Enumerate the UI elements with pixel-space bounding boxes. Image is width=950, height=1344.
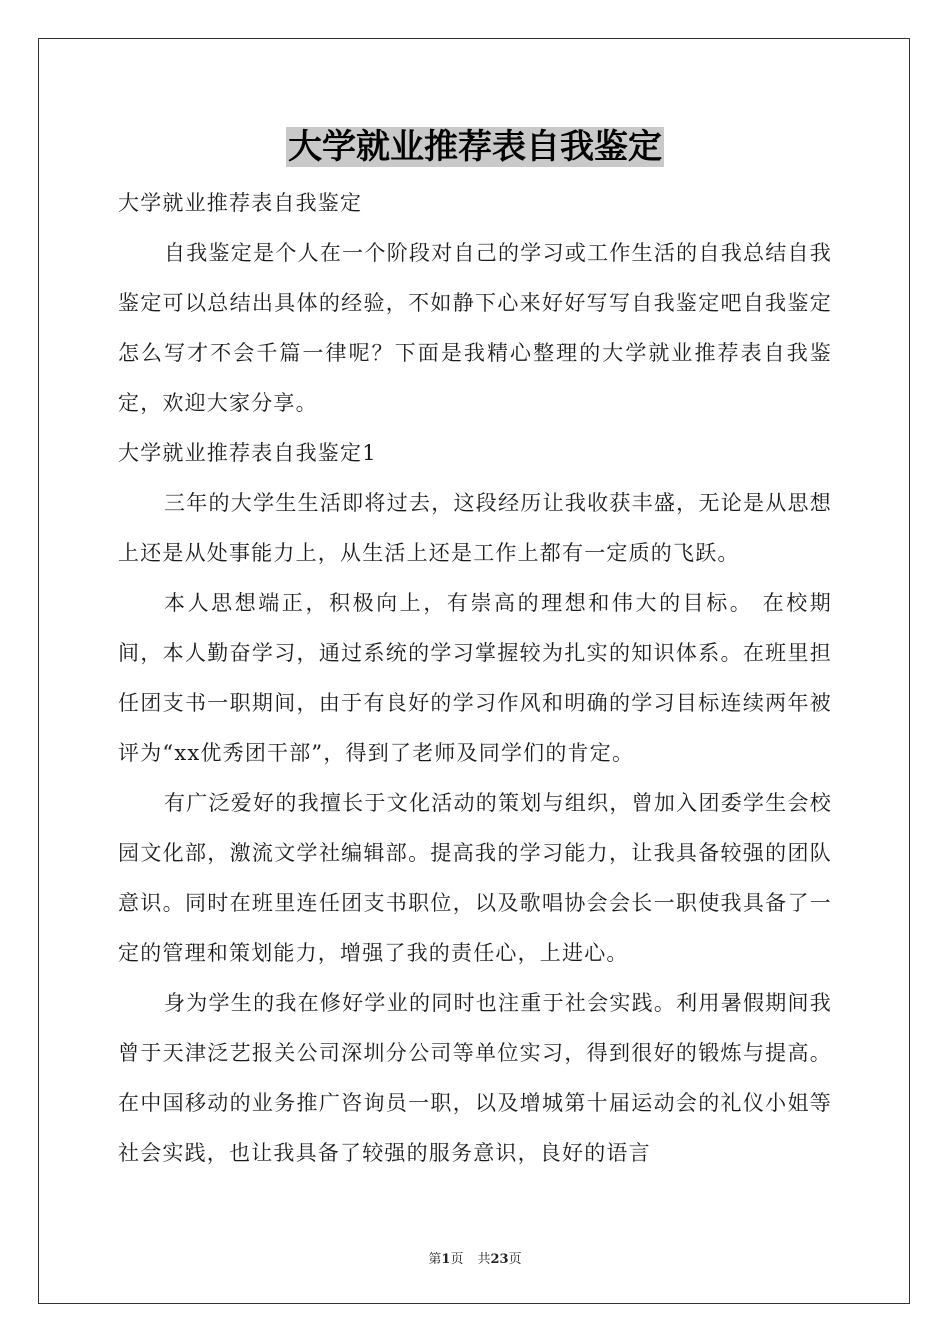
- page-prefix: 第: [428, 1252, 442, 1267]
- total-suffix: 页: [508, 1252, 522, 1267]
- intro-paragraph: 自我鉴定是个人在一个阶段对自己的学习或工作生活的自我总结自我鉴定可以总结出具体的经验，不如静下心来好好写写自我鉴定吧自我鉴定怎么写才不会千篇一律呢？下面是我精心整理的大学就业推荐表自我鉴定，欢迎大家分享。: [118, 241, 832, 415]
- page-suffix: 页: [450, 1252, 464, 1267]
- body-paragraph-4: 身为学生的我在修好学业的同时也注重于社会实践。利用暑假期间我曾于天津泛艺报关公司深圳分公司等单位实习，得到很好的锻炼与提高。在中国移动的业务推广咨询员一职，以及增城第十届运动会的礼仪小姐等社会实践，也让我具备了较强的服务意识，良好的语言: [118, 991, 832, 1165]
- body-paragraph-3: 有广泛爱好的我擅长于文化活动的策划与组织，曾加入团委学生会校园文化部，激流文学社编辑部。提高我的学习能力，让我具备较强的团队意识。同时在班里连任团支书职位，以及歌唱协会会长一职使我具备了一定的管理和策划能力，增强了我的责任心，上进心。: [118, 791, 832, 965]
- total-prefix: 共: [477, 1252, 491, 1267]
- body-paragraph-1: 三年的大学生生活即将过去，这段经历让我收获丰盛，无论是从思想上还是从处事能力上，从生活上还是工作上都有一定质的飞跃。: [118, 491, 832, 565]
- total-page-count: 23: [490, 1252, 509, 1267]
- section-heading: 大学就业推荐表自我鉴定1: [118, 441, 377, 465]
- document-title-text: 大学就业推荐表自我鉴定: [288, 127, 662, 167]
- document-subtitle: 大学就业推荐表自我鉴定: [118, 191, 363, 215]
- document-body: [118, 178, 832, 1178]
- body-paragraph-2: 本人思想端正，积极向上，有崇高的理想和伟大的目标。 在校期间，本人勤奋学习，通过系统的学习掌握较为扎实的知识体系。在班里担任团支书一职期间，由于有良好的学习作风和明确的学习目标连续两年被评为“xx优秀团干部”，得到了老师及同学们的肯定。: [118, 591, 832, 765]
- page-footer: [0, 1248, 950, 1267]
- document-title: [0, 122, 950, 172]
- current-page-number: 1: [441, 1252, 451, 1267]
